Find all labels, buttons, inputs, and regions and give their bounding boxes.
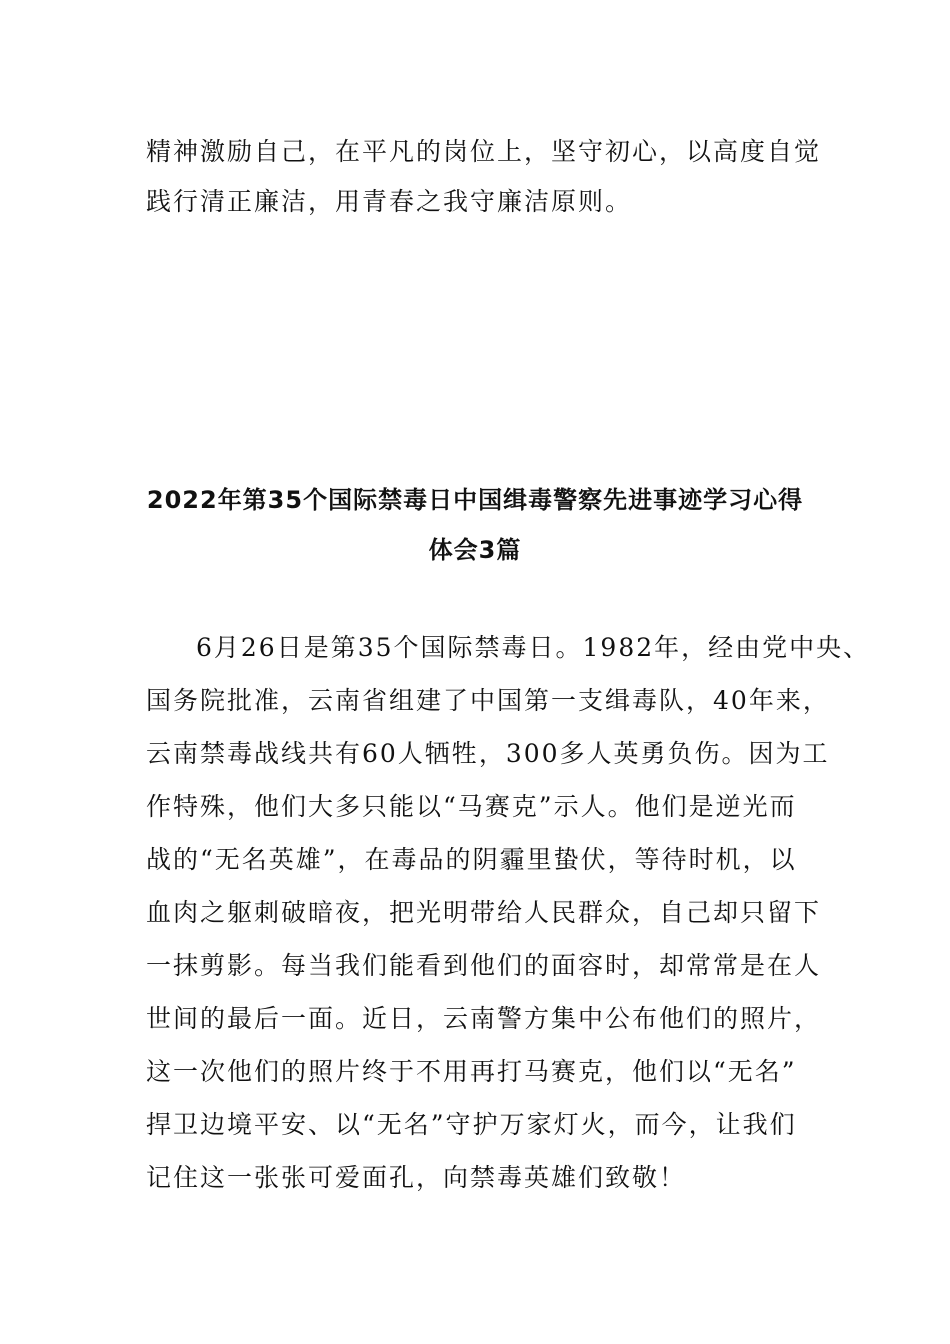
- body-paragraph-line: 捍卫边境平安、以“无名”守护万家灯火，而今，让我们: [146, 1110, 797, 1139]
- body-paragraph-line: 一抹剪影。每当我们能看到他们的面容时，却常常是在人: [146, 951, 822, 980]
- top-paragraph-line: 践行清正廉洁，用青春之我守廉洁原则。: [146, 187, 633, 216]
- top-paragraph-line: 精神激励自己，在平凡的岗位上，坚守初心，以高度自觉: [146, 137, 822, 166]
- body-paragraph-line: 战的“无名英雄”，在毒品的阴霾里蛰伏，等待时机，以: [146, 845, 797, 874]
- body-paragraph-line: 这一次他们的照片终于不用再打马赛克，他们以“无名”: [146, 1057, 797, 1086]
- body-paragraph-line: 国务院批准，云南省组建了中国第一支缉毒队，40年来，: [146, 686, 830, 715]
- body-paragraph-line: 作特殊，他们大多只能以“马赛克”示人。他们是逆光而: [146, 792, 797, 821]
- body-paragraph-line: 世间的最后一面。近日，云南警方集中公布他们的照片，: [146, 1004, 822, 1033]
- body-paragraph-line: 6月26日是第35个国际禁毒日。1982年，经由党中央、: [196, 633, 871, 662]
- document-title-line: 2022年第35个国际禁毒日中国缉毒警察先进事迹学习心得: [146, 486, 804, 514]
- body-paragraph-line: 云南禁毒战线共有60人牺牲，300多人英勇负伤。因为工: [146, 739, 830, 768]
- body-paragraph-line: 血肉之躯刺破暗夜，把光明带给人民群众，自己却只留下: [146, 898, 822, 927]
- body-paragraph-line: 记住这一张张可爱面孔，向禁毒英雄们致敬！: [146, 1163, 687, 1192]
- document-title-line: 体会3篇: [428, 536, 522, 564]
